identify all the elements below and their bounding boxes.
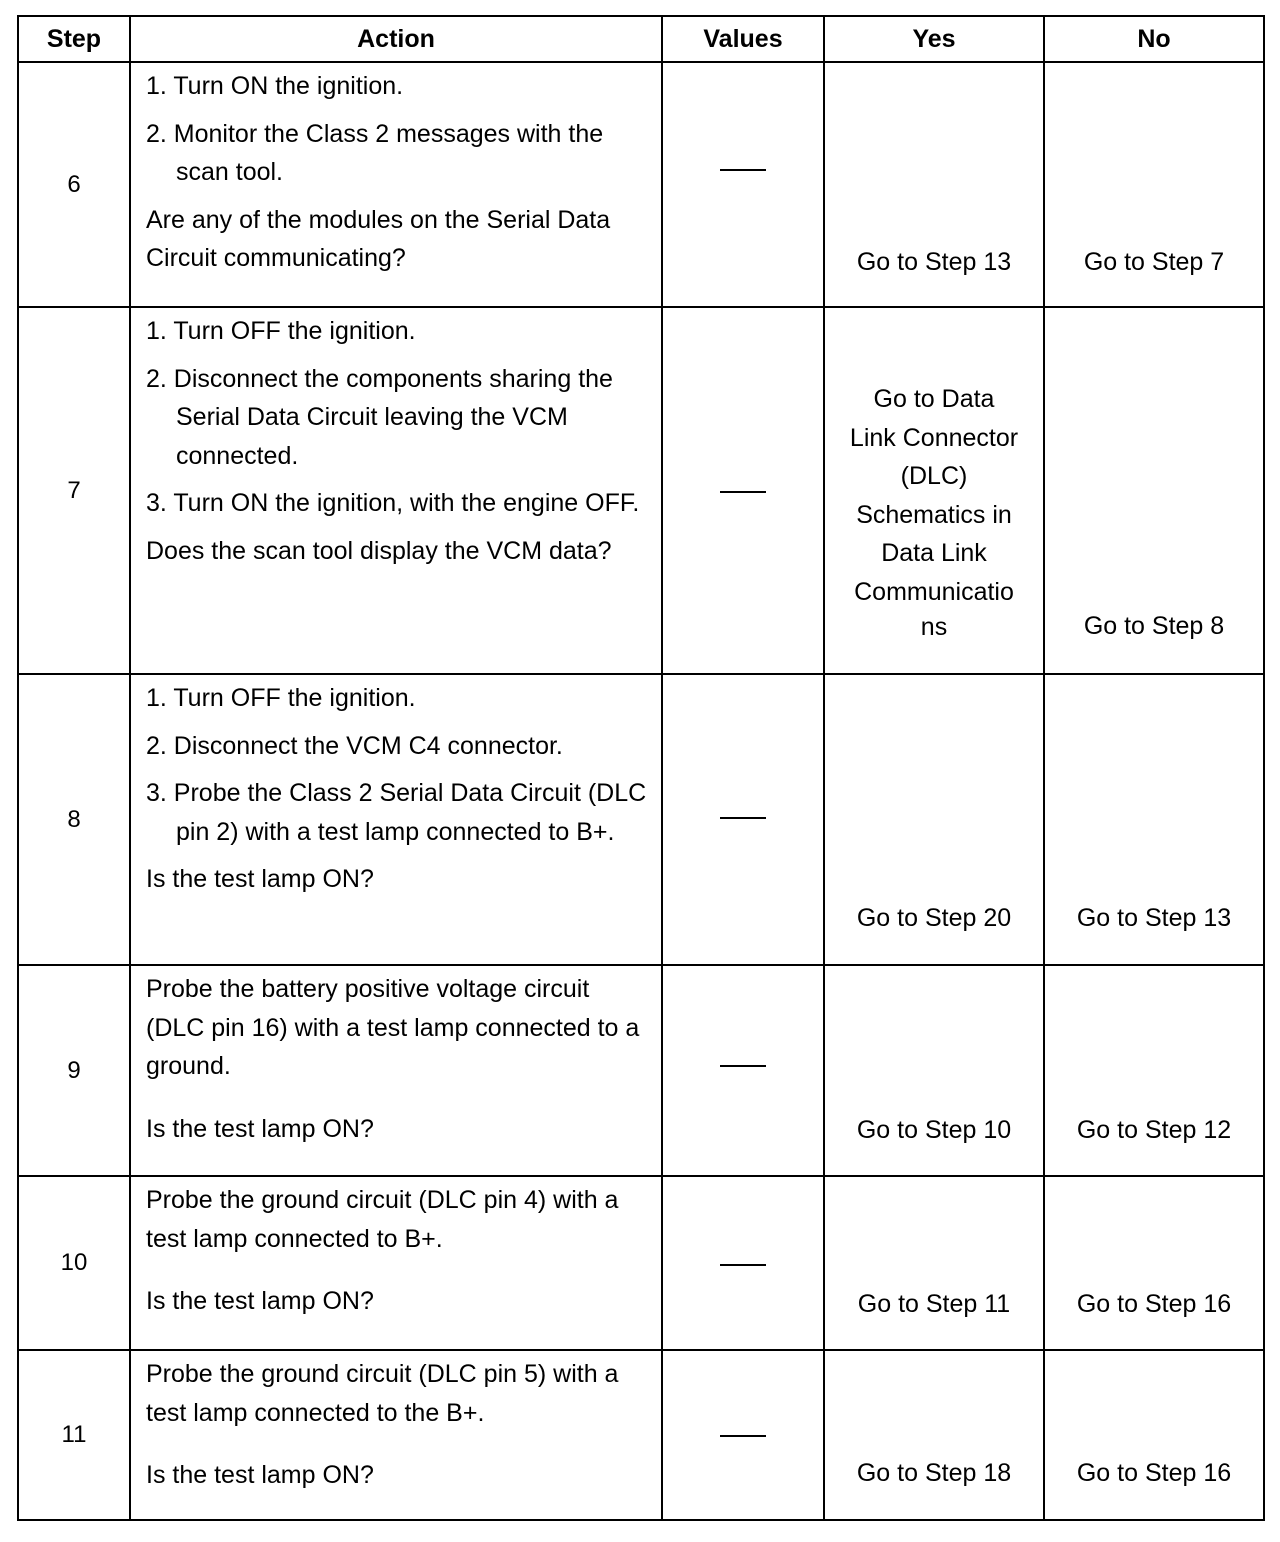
yes-result: Go to Step 13 <box>856 247 1012 276</box>
action-cell <box>130 307 662 674</box>
step-number: 8 <box>18 674 130 965</box>
action-question: Are any of the modules on the Serial Data Circuit communicating? <box>146 205 611 272</box>
action-cell <box>130 674 662 965</box>
empty-value-dash <box>720 1065 766 1067</box>
empty-value-dash <box>720 817 766 819</box>
table-row <box>18 1176 1264 1350</box>
action-item: 3. Turn ON the ignition, with the engine OFF. <box>146 489 640 517</box>
action-cell <box>130 1176 662 1350</box>
no-result: Go to Step 13 <box>1076 903 1232 932</box>
action-question: Is the test lamp ON? <box>146 865 374 893</box>
no-cell <box>1044 965 1264 1176</box>
action-question: Is the test lamp ON? <box>146 1287 374 1315</box>
header-step: Step <box>18 16 130 62</box>
values-cell <box>662 1350 824 1520</box>
table-row <box>18 965 1264 1176</box>
action-item: 3. Probe the Class 2 Serial Data Circuit (DLC pin 2) with a test lamp connected to B+. <box>146 779 647 846</box>
table-row <box>18 1350 1264 1520</box>
action-text: Probe the ground circuit (DLC pin 5) with a test lamp connected to the B+. <box>146 1360 619 1427</box>
action-text: Probe the battery positive voltage circuit (DLC pin 16) with a test lamp connected to a ground. <box>146 975 640 1080</box>
no-cell <box>1044 62 1264 307</box>
yes-result: Go to Step 10 <box>856 1115 1012 1144</box>
step-number: 11 <box>18 1350 130 1520</box>
yes-line: ns <box>920 613 948 641</box>
no-cell <box>1044 307 1264 674</box>
yes-cell <box>824 1176 1044 1350</box>
action-item: 1. Turn ON the ignition. <box>146 72 404 100</box>
values-cell <box>662 674 824 965</box>
header-values: Values <box>662 16 824 62</box>
no-result: Go to Step 16 <box>1076 1289 1232 1318</box>
values-cell <box>662 307 824 674</box>
action-item: 2. Disconnect the components sharing the Serial Data Circuit leaving the VCM connected. <box>146 364 613 470</box>
empty-value-dash <box>720 491 766 493</box>
no-result: Go to Step 8 <box>1083 611 1225 640</box>
yes-result: Go to Step 11 <box>857 1289 1011 1318</box>
yes-line: Schematics in <box>856 500 1012 529</box>
step-number: 6 <box>18 62 130 307</box>
step-number: 7 <box>18 307 130 674</box>
action-question: Is the test lamp ON? <box>146 1114 374 1143</box>
values-cell <box>662 62 824 307</box>
empty-value-dash <box>720 169 766 171</box>
yes-line: Link Connector <box>849 423 1019 452</box>
step-number: 10 <box>18 1176 130 1350</box>
action-item: 1. Turn OFF the ignition. <box>146 317 416 345</box>
table-row <box>18 307 1264 674</box>
action-question: Is the test lamp ON? <box>146 1461 374 1489</box>
yes-cell <box>824 62 1044 307</box>
empty-value-dash <box>720 1435 766 1437</box>
action-cell <box>130 1350 662 1520</box>
yes-result: Go to Step 18 <box>856 1458 1012 1487</box>
yes-result: Go to Step 20 <box>856 903 1012 932</box>
no-cell <box>1044 1350 1264 1520</box>
no-result: Go to Step 7 <box>1083 247 1225 276</box>
action-item: 1. Turn OFF the ignition. <box>146 684 416 712</box>
action-cell <box>130 62 662 307</box>
header-action: Action <box>130 16 662 62</box>
no-result: Go to Step 12 <box>1076 1115 1232 1144</box>
action-item: 2. Monitor the Class 2 messages with the scan tool. <box>146 119 604 186</box>
diagnostic-table <box>17 15 1265 1521</box>
action-item: 2. Disconnect the VCM C4 connector. <box>146 731 563 760</box>
yes-cell <box>824 307 1044 674</box>
empty-value-dash <box>720 1264 766 1266</box>
no-result: Go to Step 16 <box>1076 1458 1232 1487</box>
action-question: Does the scan tool display the VCM data? <box>146 536 612 565</box>
header-no: No <box>1044 16 1264 62</box>
yes-cell <box>824 674 1044 965</box>
no-cell <box>1044 674 1264 965</box>
header-row <box>18 16 1264 62</box>
action-cell <box>130 965 662 1176</box>
table-row <box>18 62 1264 307</box>
yes-line: (DLC) <box>900 462 968 490</box>
no-cell <box>1044 1176 1264 1350</box>
values-cell <box>662 965 824 1176</box>
yes-result <box>825 380 1043 643</box>
yes-line: Communicatio <box>854 577 1014 606</box>
table-row <box>18 674 1264 965</box>
yes-cell <box>824 965 1044 1176</box>
values-cell <box>662 1176 824 1350</box>
yes-cell <box>824 1350 1044 1520</box>
header-yes: Yes <box>824 16 1044 62</box>
yes-line: Data Link <box>881 539 987 567</box>
yes-line: Go to Data <box>873 385 995 413</box>
action-text: Probe the ground circuit (DLC pin 4) with a test lamp connected to B+. <box>146 1186 619 1253</box>
step-number: 9 <box>18 965 130 1176</box>
